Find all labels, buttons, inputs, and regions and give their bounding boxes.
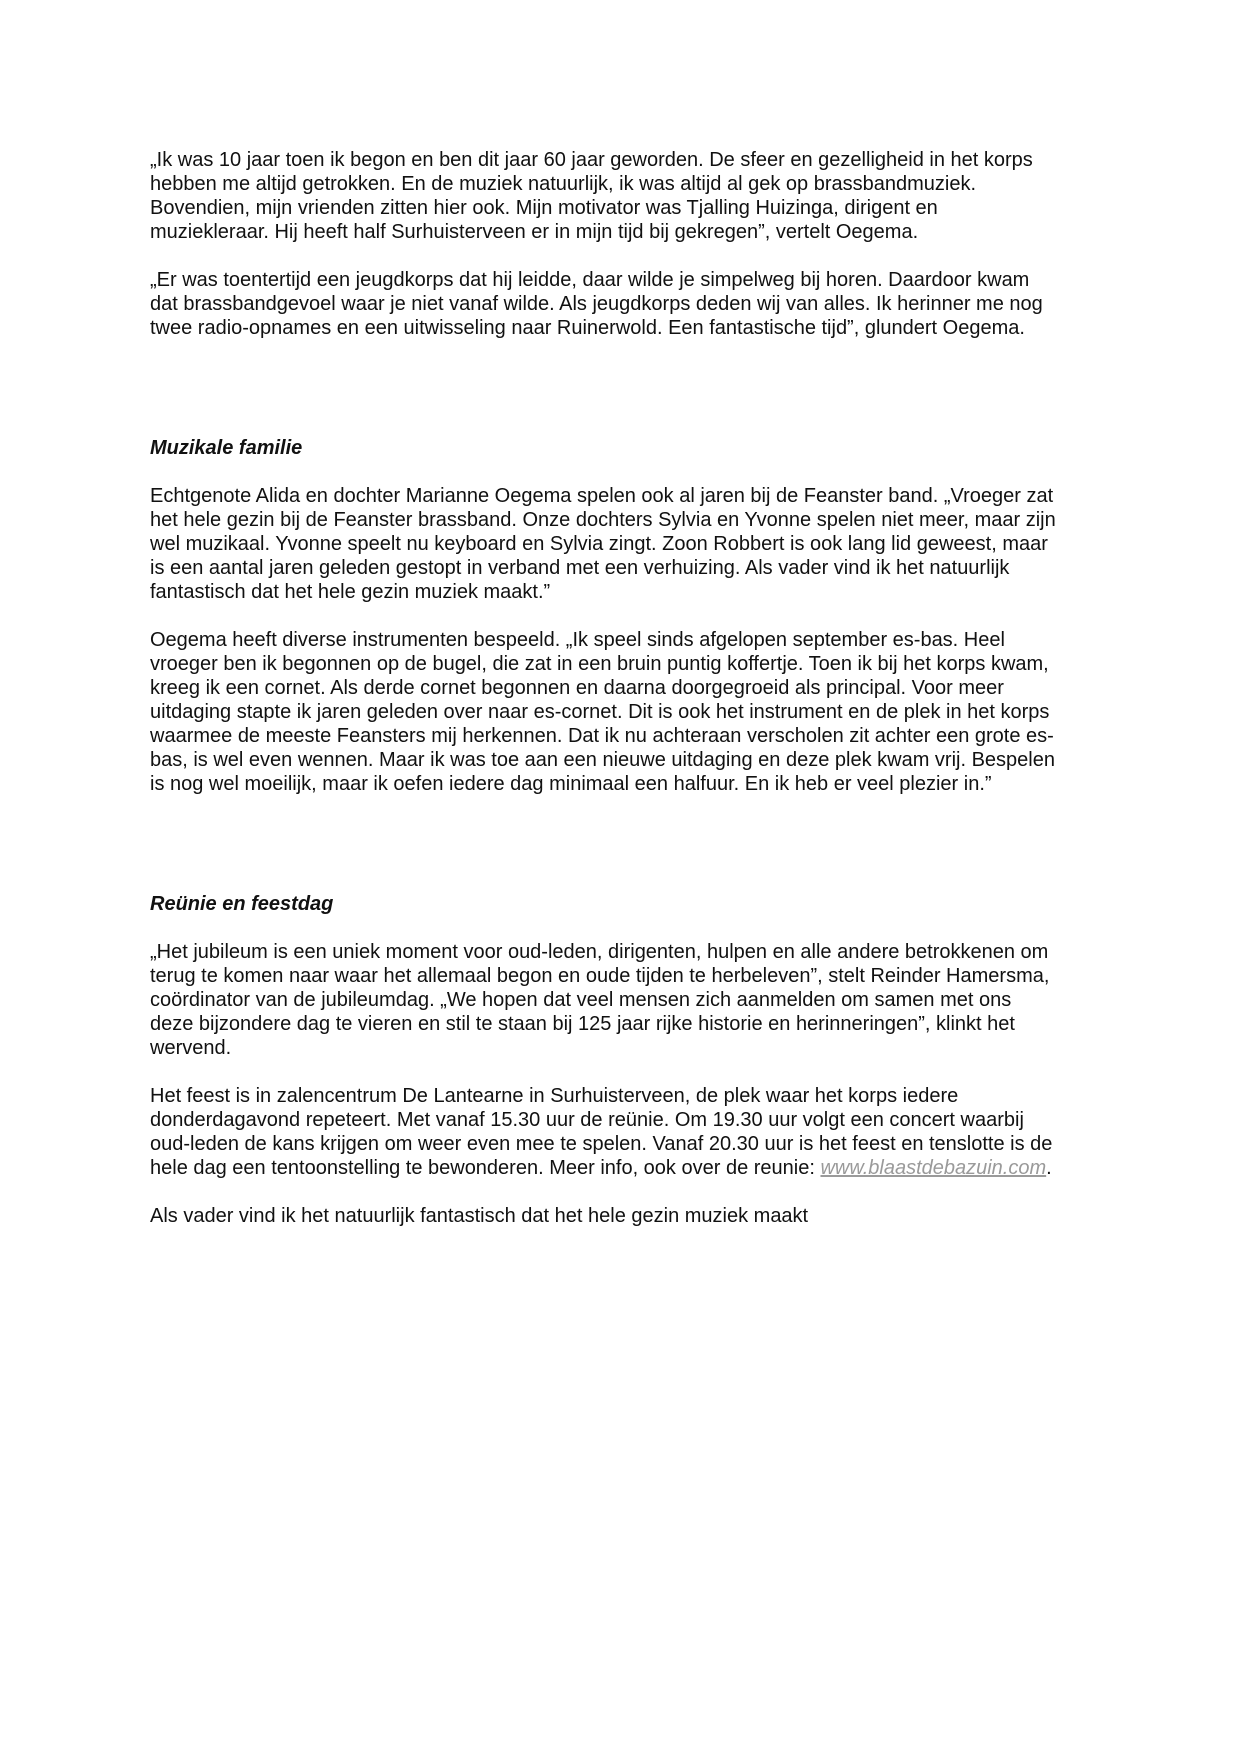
text-line: muziekleraar. Hij heeft half Surhuisterveen er in mijn tijd bij gekregen”, vertelt Oegema. bbox=[150, 221, 919, 243]
text-line: oud-leden de kans krijgen om weer even mee te spelen. Vanaf 20.30 uur is het feest en tenslotte is de bbox=[150, 1133, 1053, 1155]
article-page bbox=[150, 148, 1100, 1252]
text-line: terug te komen naar waar het allemaal begon en oude tijden te herbeleven”, stelt Reinder Hamersma, bbox=[150, 965, 1050, 987]
text-line: „Er was toentertijd een jeugdkorps dat hij leidde, daar wilde je simpelweg bij horen. Daardoor kwam bbox=[150, 269, 1030, 291]
text-line: „Het jubileum is een uniek moment voor oud-leden, dirigenten, hulpen en alle andere betrokkenen om bbox=[150, 941, 1049, 963]
section-spacer bbox=[150, 364, 1100, 436]
intro-paragraph-2 bbox=[150, 268, 1100, 340]
section-heading-reunie-en-feestdag: Reünie en feestdag bbox=[150, 893, 334, 915]
text-line: Echtgenote Alida en dochter Marianne Oegema spelen ook al jaren bij de Feanster band. „Vroeger zat bbox=[150, 485, 1054, 507]
text-line: Bovendien, mijn vrienden zitten hier ook. Mijn motivator was Tjalling Huizinga, dirigent en bbox=[150, 197, 938, 219]
text-line: twee radio-opnames en een uitwisseling naar Ruinerwold. Een fantastische tijd”, glundert Oegema. bbox=[150, 317, 1025, 339]
website-link[interactable]: www.blaastdebazuin.com bbox=[820, 1157, 1047, 1179]
text-line: fantastisch dat het hele gezin muziek maakt.” bbox=[150, 581, 551, 603]
text-line: wel muzikaal. Yvonne speelt nu keyboard en Sylvia zingt. Zoon Robbert is ook lang lid geweest, maar bbox=[150, 533, 1048, 555]
text-line: kreeg ik een cornet. Als derde cornet begonnen en daarna doorgegroeid als principal. Voor meer bbox=[150, 677, 1004, 699]
text-line: „Ik was 10 jaar toen ik begon en ben dit jaar 60 jaar geworden. De sfeer en gezelligheid in het korps bbox=[150, 149, 1033, 171]
text-line: waarmee de meeste Feansters mij herkennen. Dat ik nu achteraan verscholen zit achter een grote es- bbox=[150, 725, 1054, 747]
text-line: Het feest is in zalencentrum De Lantearne in Surhuisterveen, de plek waar het korps iedere bbox=[150, 1085, 959, 1107]
closing-sentence: Als vader vind ik het natuurlijk fantastisch dat het hele gezin muziek maakt bbox=[150, 1205, 809, 1227]
text-line: dat brassbandgevoel waar je niet vanaf wilde. Als jeugdkorps deden wij van alles. Ik herinner me nog bbox=[150, 293, 1043, 315]
text-line: Oegema heeft diverse instrumenten bespeeld. „Ik speel sinds afgelopen september es-bas. Heel bbox=[150, 629, 1005, 651]
text-line: coördinator van de jubileumdag. „We hopen dat veel mensen zich aanmelden om samen met ons bbox=[150, 989, 1012, 1011]
family-paragraph-1 bbox=[150, 484, 1100, 604]
reunion-paragraph-1 bbox=[150, 940, 1100, 1060]
text-line: vroeger ben ik begonnen op de bugel, die zat in een bruin puntig koffertje. Toen ik bij het korps kwam, bbox=[150, 653, 1049, 675]
text-line: is een aantal jaren geleden gestopt in verband met een verhuizing. Als vader vind ik het natuurlijk bbox=[150, 557, 1010, 579]
intro-paragraph-1 bbox=[150, 148, 1100, 244]
text-line: is nog wel moeilijk, maar ik oefen iedere dag minimaal een halfuur. En ik heb er veel plezier in.” bbox=[150, 773, 992, 795]
text-line: wervend. bbox=[150, 1037, 232, 1059]
text-line: bas, is wel even wennen. Maar ik was toe aan een nieuwe uitdaging en deze plek kwam vrij. Bespelen bbox=[150, 749, 1055, 771]
text-line: donderdagavond repeteert. Met vanaf 15.30 uur de reünie. Om 19.30 uur volgt een concert waarbij bbox=[150, 1109, 1024, 1131]
text-line: uitdaging stapte ik jaren geleden over naar es-cornet. Dit is ook het instrument en de plek in het korps bbox=[150, 701, 1050, 723]
text-line: . bbox=[1046, 1157, 1052, 1179]
text-line: hebben me altijd getrokken. En de muziek natuurlijk, ik was altijd al gek op brassbandmuziek. bbox=[150, 173, 976, 195]
text-line: hele dag een tentoonstelling te bewonderen. Meer info, ook over de reunie: bbox=[150, 1157, 821, 1179]
reunion-paragraph-2 bbox=[150, 1084, 1100, 1180]
family-paragraph-2 bbox=[150, 628, 1100, 796]
section-heading-muzikale-familie: Muzikale familie bbox=[150, 437, 303, 459]
text-line: deze bijzondere dag te vieren en stil te staan bij 125 jaar rijke historie en herinneringen”, klinkt het bbox=[150, 1013, 1015, 1035]
section-spacer bbox=[150, 820, 1100, 892]
text-line: het hele gezin bij de Feanster brassband. Onze dochters Sylvia en Yvonne spelen niet meer, maar zijn bbox=[150, 509, 1056, 531]
